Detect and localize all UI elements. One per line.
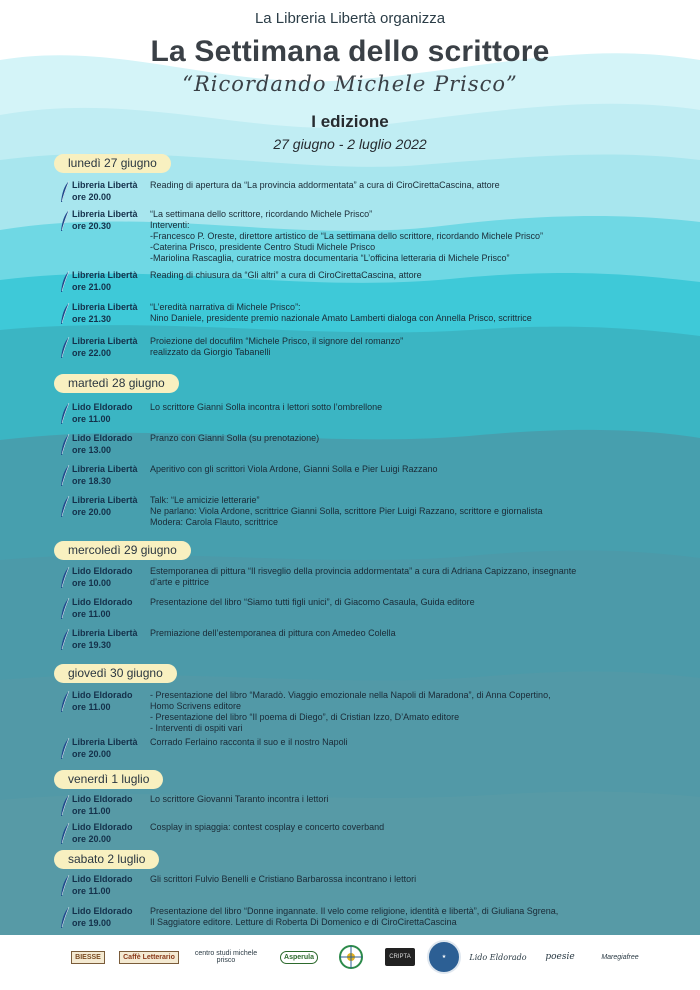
event-venue: Lido Eldorado (72, 433, 133, 443)
event-description-line: Reading di apertura da “La provincia addormentata” a cura di CiroCirettaCascina, attore (150, 180, 500, 190)
sponsor-logo-maregiafree: Maregiafree (601, 953, 639, 961)
quill-icon (60, 271, 70, 293)
event-description-line: Ne parlano: Viola Ardone, scrittrice Gianni Solla, scrittore Pier Luigi Razzano, scrittore e giornalista (150, 506, 543, 516)
event-time: ore 10.00 (72, 577, 112, 588)
event-time: ore 19.00 (72, 917, 112, 928)
event-description (150, 566, 680, 588)
event-description-line: Lo scrittore Giovanni Taranto incontra i lettori (150, 794, 329, 804)
quill-icon (60, 567, 70, 589)
event-venue-time (72, 822, 152, 845)
sponsor-logo-asperula: Asperula (274, 940, 324, 974)
event-venue-time (72, 737, 152, 760)
event-time: ore 22.00 (72, 347, 112, 358)
event-description (150, 433, 680, 444)
event-description-line: Estemporanea di pittura “Il risveglio della provincia addormentata” a cura di Adriana Capizzano, insegnante (150, 566, 577, 576)
event-description-line: “La settimana dello scrittore, ricordando Michele Prisco” (150, 209, 373, 219)
sponsor-logo-centro-studi: centro studi michele prisco (194, 950, 258, 964)
event-venue-time (72, 270, 152, 293)
quill-icon (60, 907, 70, 929)
compass-icon (338, 944, 364, 970)
event-venue: Lido Eldorado (72, 906, 133, 916)
event-description (150, 495, 680, 528)
event-venue-time (72, 566, 152, 589)
event-description (150, 906, 680, 928)
event-description-line: “L’eredità narrativa di Michele Prisco”: (150, 302, 301, 312)
sponsor-logo-cripta: CRIPTA (382, 940, 418, 974)
quill-icon (60, 337, 70, 359)
day-label: martedì 28 giugno (54, 374, 179, 393)
event-description (150, 302, 680, 324)
event-subtitle: “Ricordando Michele Prisco” (182, 72, 518, 96)
quill-icon (60, 496, 70, 518)
event-time: ore 20.00 (72, 506, 112, 517)
event-venue: Lido Eldorado (72, 690, 133, 700)
event-venue: Lido Eldorado (72, 597, 133, 607)
event-venue: Lido Eldorado (72, 566, 133, 576)
event-venue-time (72, 180, 152, 203)
event-description-line: Interventi: (150, 220, 190, 230)
quill-icon (60, 181, 70, 203)
edition-label: I edizione (311, 112, 389, 131)
event-venue: Libreria Libertà (72, 464, 138, 474)
quill-icon (60, 691, 70, 713)
event-description-line: Pranzo con Gianni Solla (su prenotazione) (150, 433, 320, 443)
sponsor-logo-compass (334, 940, 368, 974)
quill-icon (60, 823, 70, 845)
event-venue-time (72, 906, 152, 929)
event-description-line: Lo scrittore Gianni Solla incontra i lettori sotto l’ombrellone (150, 402, 383, 412)
event-venue-time (72, 794, 152, 817)
event-description-line: -Caterina Prisco, presidente Centro Studi Michele Prisco (150, 242, 376, 252)
event-time: ore 20.00 (72, 748, 112, 759)
event-venue: Libreria Libertà (72, 270, 138, 280)
event-description (150, 597, 680, 608)
event-description (150, 628, 680, 639)
event-description-line: Nino Daniele, presidente premio nazionale Amato Lamberti dialoga con Annella Prisco, scrittrice (150, 313, 532, 323)
day-label: giovedì 30 giugno (54, 664, 177, 683)
event-description-line: Presentazione del libro “Donne ingannate. Il velo come religione, identità e libertà”, di Giuliana Sgrena, (150, 906, 559, 916)
event-venue: Lido Eldorado (72, 874, 133, 884)
event-description (150, 690, 680, 734)
quill-icon (60, 738, 70, 760)
event-venue-time (72, 402, 152, 425)
day-label: mercoledì 29 giugno (54, 541, 191, 560)
event-description-line: realizzato da Giorgio Tabanelli (150, 347, 271, 357)
organizer-line: La Libreria Libertà organizza (254, 10, 446, 27)
event-time: ore 20.00 (72, 191, 112, 202)
event-time: ore 11.00 (72, 805, 111, 816)
event-description-line: d’arte e pittrice (150, 577, 210, 587)
event-description-line: - Presentazione del libro “Il poema di Diego”, di Cristian Izzo, D’Amato editore (150, 712, 460, 722)
day-label: venerdì 1 luglio (54, 770, 163, 789)
event-description-line: Premiazione dell’estemporanea di pittura con Amedeo Colella (150, 628, 396, 638)
event-description-line: Homo Scrivens editore (150, 701, 242, 711)
event-venue-time (72, 690, 152, 713)
event-description-line: -Mariolina Rascaglia, curatrice mostra documentaria “L’officina letteraria di Michele Prisco” (150, 253, 510, 263)
event-description (150, 209, 680, 264)
event-description (150, 336, 680, 358)
event-venue-time (72, 874, 152, 897)
event-time: ore 19.30 (72, 639, 112, 650)
event-description-line: Corrado Ferlaino racconta il suo e il nostro Napoli (150, 737, 348, 747)
sponsor-logo-caffe-letterario: Caffè Letterario (118, 940, 180, 974)
event-description-line: Aperitivo con gli scrittori Viola Ardone, Gianni Solla e Pier Luigi Razzano (150, 464, 438, 474)
event-time: ore 18.30 (72, 475, 112, 486)
event-description-line: Il Saggiatore editore. Letture di Roberta Di Domenico e di CiroCirettaCascina (150, 917, 457, 927)
event-venue: Libreria Libertà (72, 336, 138, 346)
sponsor-footer (0, 940, 700, 980)
sponsor-logo-lido-eldorado: Lido Eldorado (469, 952, 527, 962)
quill-icon (60, 465, 70, 487)
sponsor-logo-badge: ★ (426, 940, 462, 974)
event-description-line: Presentazione del libro “Siamo tutti figli unici”, di Giacomo Casaula, Guida editore (150, 597, 475, 607)
event-time: ore 20.30 (72, 220, 112, 231)
event-time: ore 20.00 (72, 833, 112, 844)
quill-icon (60, 875, 70, 897)
event-description-line: Gli scrittori Fulvio Benelli e Cristiano Barbarossa incontrano i lettori (150, 874, 417, 884)
day-label: sabato 2 luglio (54, 850, 159, 869)
event-description (150, 737, 680, 748)
quill-icon (60, 210, 70, 232)
event-description (150, 464, 680, 475)
event-dates: 27 giugno - 2 luglio 2022 (273, 136, 427, 152)
event-venue: Lido Eldorado (72, 822, 133, 832)
day-label: lunedì 27 giugno (54, 154, 171, 173)
event-description (150, 270, 680, 281)
event-description (150, 402, 680, 413)
event-time: ore 11.00 (72, 413, 111, 424)
event-venue: Lido Eldorado (72, 402, 133, 412)
event-description-line: Proiezione del docufilm “Michele Prisco, il signore del romanzo” (150, 336, 404, 346)
event-venue-time (72, 495, 152, 518)
event-venue: Libreria Libertà (72, 209, 138, 219)
event-venue-time (72, 628, 152, 651)
event-title: La Settimana dello scrittore (150, 35, 550, 68)
event-venue-time (72, 302, 152, 325)
event-venue: Libreria Libertà (72, 628, 138, 638)
event-description-line: Cosplay in spiaggia: contest cosplay e concerto coverband (150, 822, 385, 832)
event-venue-time (72, 209, 152, 232)
event-description (150, 822, 680, 833)
event-venue: Lido Eldorado (72, 794, 133, 804)
event-description-line: - Presentazione del libro “Maradò. Viaggio emozionale nella Napoli di Maradona”, di Anna Copertino, (150, 690, 551, 700)
event-venue-time (72, 433, 152, 456)
event-description-line: Talk: “Le amicizie letterarie” (150, 495, 260, 505)
event-description-line: Modera: Carola Flauto, scrittrice (150, 517, 279, 527)
sponsor-logo-biesse: BIESSE (62, 940, 114, 974)
event-time: ore 11.00 (72, 885, 111, 896)
quill-icon (60, 403, 70, 425)
event-description (150, 874, 680, 885)
event-venue: Libreria Libertà (72, 302, 138, 312)
event-venue: Libreria Libertà (72, 737, 138, 747)
event-time: ore 21.00 (72, 281, 112, 292)
event-description (150, 180, 680, 191)
event-description (150, 794, 680, 805)
event-time: ore 11.00 (72, 701, 111, 712)
event-description-line: -Francesco P. Oreste, direttore artistico de “La settimana dello scrittore, ricordando Michele Prisco” (150, 231, 543, 241)
event-venue: Libreria Libertà (72, 495, 138, 505)
event-description-line: - Interventi di ospiti vari (150, 723, 243, 733)
event-description-line: Reading di chiusura da “Gli altri” a cura di CiroCirettaCascina, attore (150, 270, 422, 280)
event-time: ore 21.30 (72, 313, 112, 324)
quill-icon (60, 795, 70, 817)
quill-icon (60, 598, 70, 620)
event-venue-time (72, 464, 152, 487)
event-venue-time (72, 597, 152, 620)
quill-icon (60, 629, 70, 651)
event-venue: Libreria Libertà (72, 180, 138, 190)
event-venue-time (72, 336, 152, 359)
event-time: ore 11.00 (72, 608, 111, 619)
event-time: ore 13.00 (72, 444, 112, 455)
sponsor-logo-poesie: poesie (545, 952, 575, 962)
quill-icon (60, 303, 70, 325)
quill-icon (60, 434, 70, 456)
